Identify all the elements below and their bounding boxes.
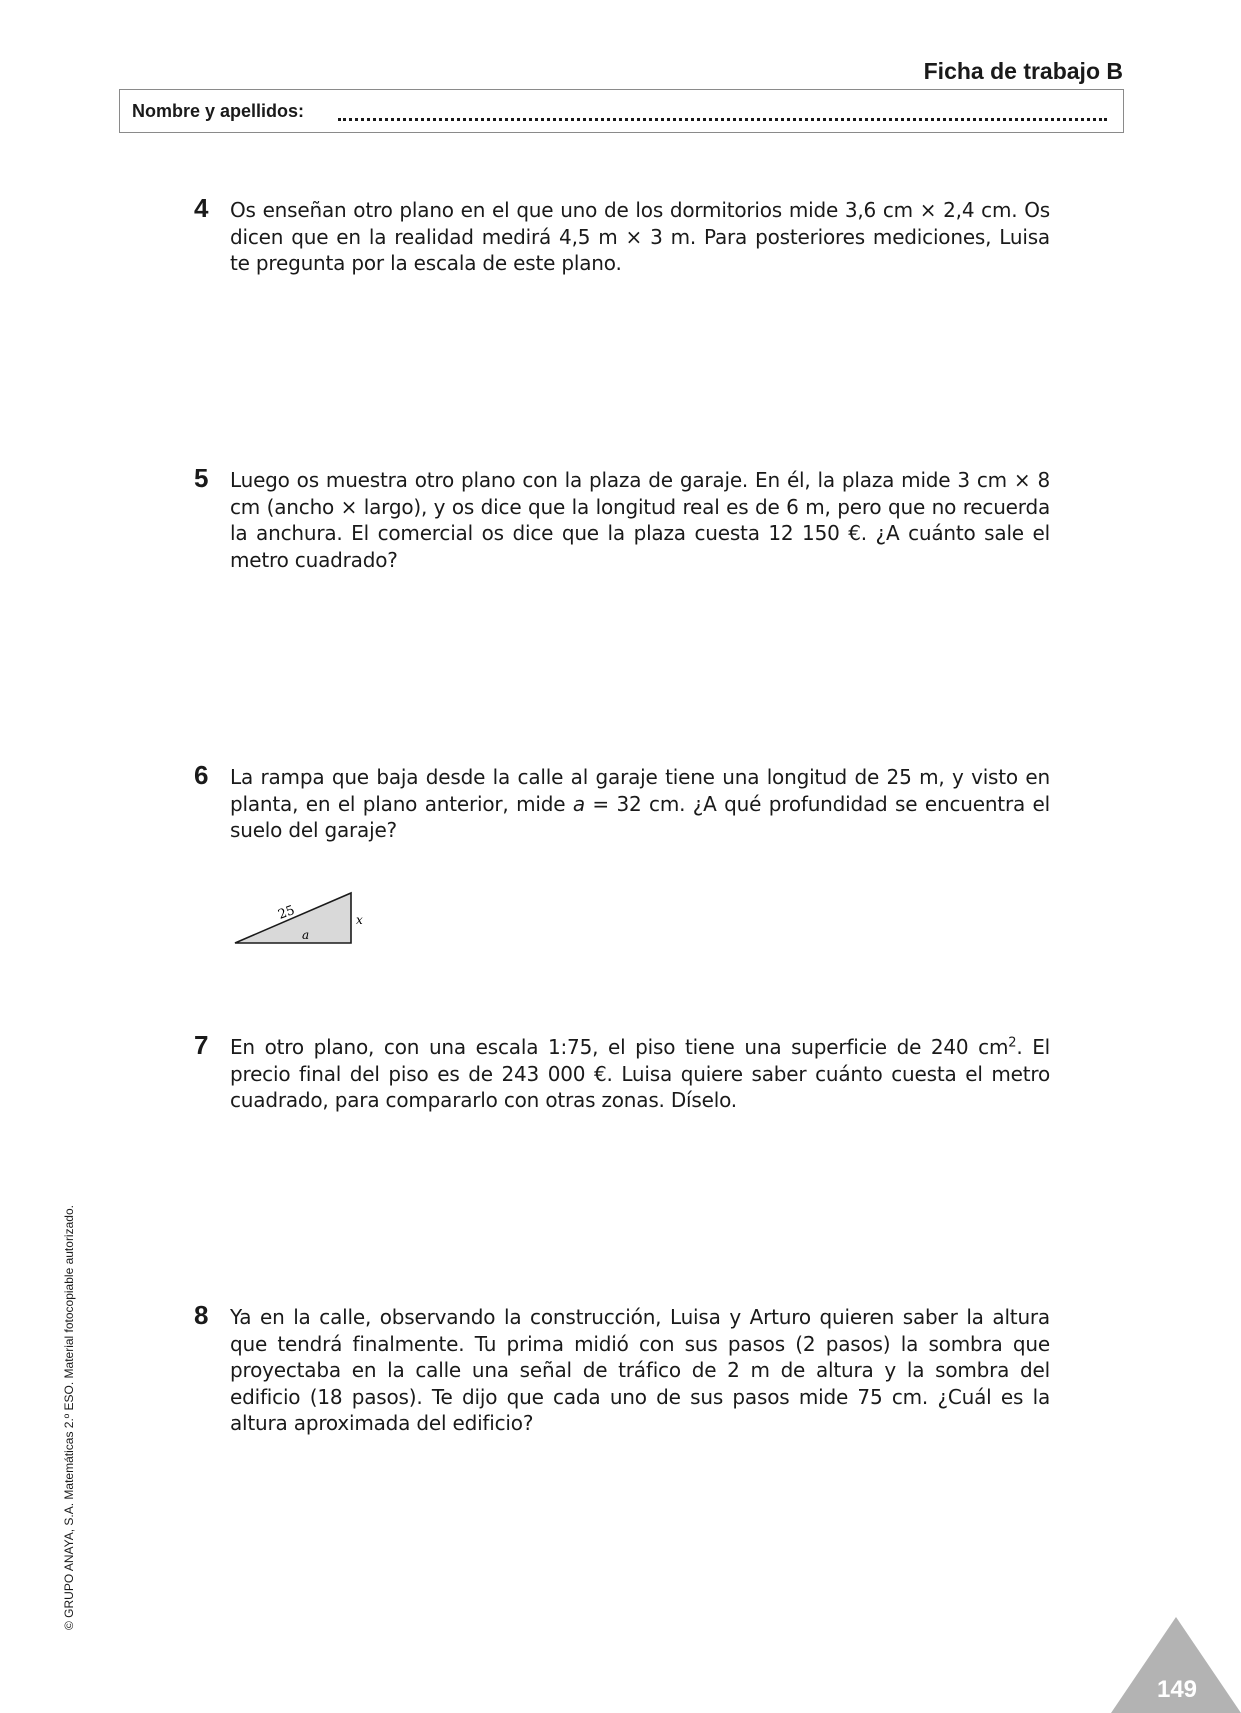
name-label: Nombre y apellidos: — [132, 101, 305, 121]
problem-8 — [194, 1300, 1050, 1437]
problem-text-part: . El precio final del piso es de 243 000 €. Luisa quiere saber cuánto cuesta el metro cuadrado, para compararlo con otras zonas. Díselo. — [230, 1035, 1051, 1112]
base-label: a — [302, 928, 310, 942]
problem-7 — [194, 1030, 1051, 1114]
problem-number: 4 — [194, 193, 209, 223]
superscript: 2 — [1008, 1035, 1017, 1051]
worksheet-title: Ficha de trabajo B — [923, 58, 1123, 84]
problem-number: 7 — [194, 1030, 209, 1060]
problem-text-part: = 32 cm. ¿A qué profundidad se encuentra el suelo del garaje? — [230, 791, 1050, 842]
problem-text-part: En otro plano, con una escala 1:75, el piso tiene una superficie de 240 cm — [230, 1035, 1009, 1059]
height-label: x — [356, 913, 363, 927]
ramp-triangle-figure — [230, 888, 370, 948]
problem-text: Os enseñan otro plano en el que uno de los dormitorios mide 3,6 cm × 2,4 cm. Os dicen que en la realidad medirá 4,5 m × 3 m. Para posteriores mediciones, Luisa te pregunta por la escala de este plano. — [230, 198, 1050, 275]
problem-text — [230, 1034, 1050, 1114]
page-number: 149 — [1156, 1676, 1198, 1703]
problem-text: Ya en la calle, observando la construcción, Luisa y Arturo quieren saber la altura que tendrá finalmente. Tu prima midió con sus pasos (2 pasos) la sombra que proyectaba en la calle una señal de tráfico de 2 m de altura y la sombra del edificio (18 pasos). Te dijo que cada uno de sus pasos mide 75 cm. ¿Cuál es la altura aproximada del edificio? — [230, 1305, 1050, 1435]
problem-5 — [194, 463, 1050, 573]
problem-6 — [194, 760, 1050, 844]
copyright-notice: © GRUPO ANAYA, S.A. Matemáticas 2.º ESO. Material fotocopiable autorizado. — [62, 1205, 76, 1630]
problem-number: 6 — [194, 760, 209, 790]
problem-text-part: La rampa que baja desde la calle al garaje tiene una longitud de 25 m, y visto en planta, en el plano anterior, mide — [230, 765, 1050, 816]
page-number-corner — [1111, 1613, 1241, 1713]
variable-a: a — [572, 791, 585, 816]
problem-4 — [194, 193, 1050, 277]
name-field-box — [119, 89, 1124, 133]
problem-number: 5 — [194, 463, 209, 493]
problem-text — [230, 764, 1050, 844]
hypotenuse-label: 25 — [276, 903, 297, 923]
problem-number: 8 — [194, 1300, 209, 1330]
name-dotted-line — [338, 118, 1107, 121]
problem-text: Luego os muestra otro plano con la plaza de garaje. En él, la plaza mide 3 cm × 8 cm (ancho × largo), y os dice que la longitud real es de 6 m, pero que no recuerda la anchura. El comercial os dice que la plaza cuesta 12 150 €. ¿A cuánto sale el metro cuadrado? — [230, 468, 1050, 572]
